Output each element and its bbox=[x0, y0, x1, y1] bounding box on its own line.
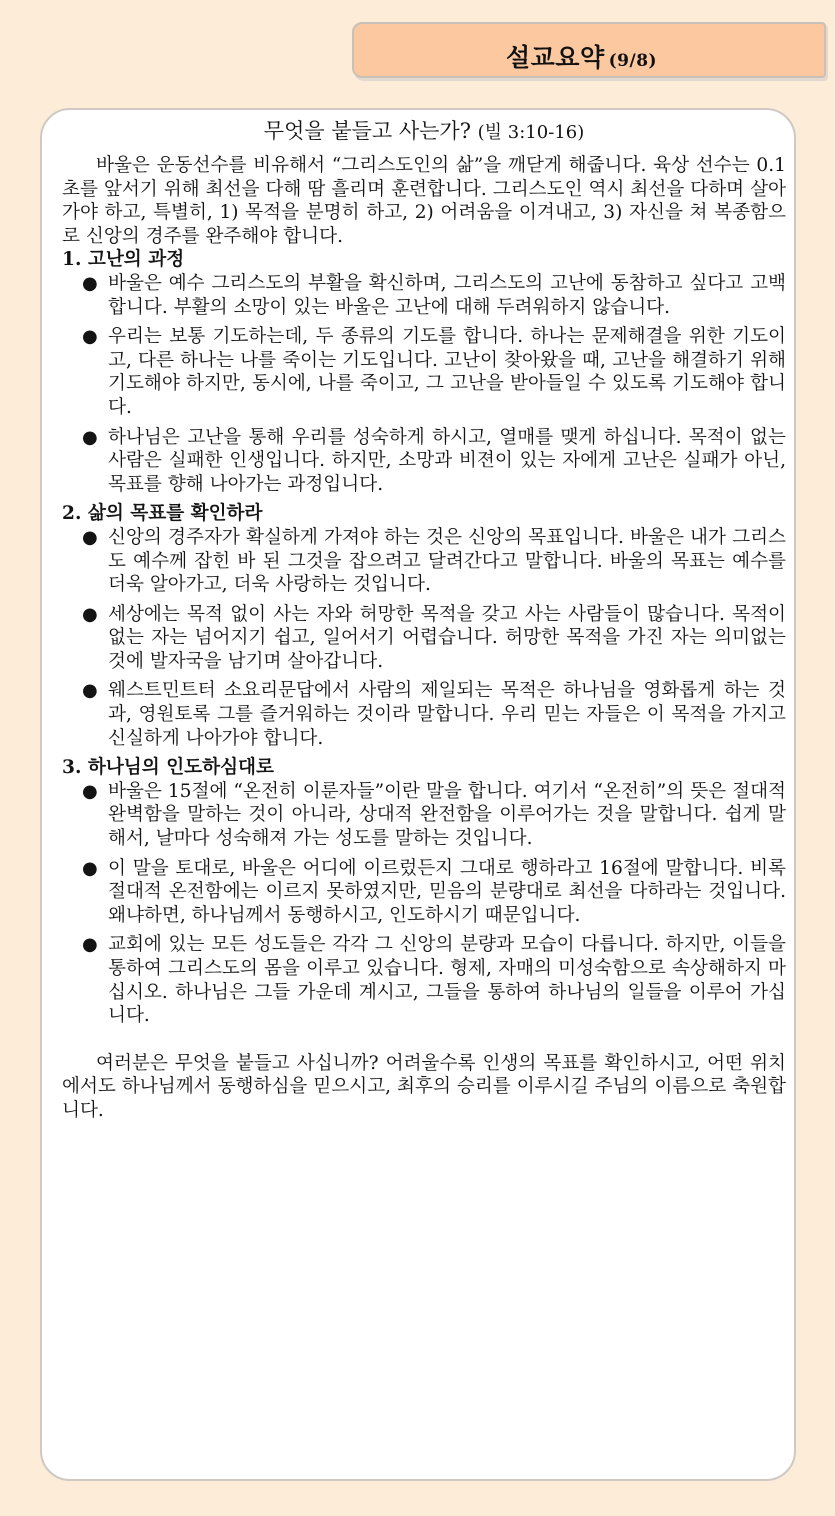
bullet-icon: ● bbox=[82, 857, 98, 879]
bullet-icon: ● bbox=[82, 603, 98, 625]
closing-paragraph: 여러분은 무엇을 붙들고 사십니까? 어려울수록 인생의 목표를 확인하시고, 어떤 위치에서도 하나님께서 동행하심을 믿으시고, 최후의 승리를 이루시길 주님의 이름으로 축원합니다. bbox=[62, 1052, 786, 1121]
bullet-list bbox=[62, 272, 786, 496]
list-item bbox=[62, 272, 786, 319]
list-item-text: 우리는 보통 기도하는데, 두 종류의 기도를 합니다. 하나는 문제해결을 위한 기도이고, 다른 하나는 나를 죽이는 기도입니다. 고난이 찾아왔을 때, 고난을 해결하기 위해 기도해야 하지만, 동시에, 나를 죽이고, 그 고난을 받아들일 수 있도록 기도해야 합니다. bbox=[108, 326, 786, 418]
list-item bbox=[62, 526, 786, 597]
list-item bbox=[62, 780, 786, 851]
bullet-icon: ● bbox=[82, 780, 98, 802]
list-item-text: 세상에는 목적 없이 사는 자와 허망한 목적을 갖고 사는 사람들이 많습니다. 목적이 없는 자는 넘어지기 쉽고, 일어서기 어렵습니다. 허망한 목적을 가진 자는 의미없는 것에 발자국을 남기며 살아갑니다. bbox=[108, 603, 786, 672]
bullet-icon: ● bbox=[82, 526, 98, 548]
list-item-text: 교회에 있는 모든 성도들은 각각 그 신앙의 분량과 모습이 다릅니다. 하지만, 이들을 통하여 그리스도의 몸을 이루고 있습니다. 형제, 자매의 미성숙함으로 속상해하지 마십시오. 하나님은 그들 가운데 계시고, 그들을 통하여 하나님의 일들을 이루어 가십니다. bbox=[108, 934, 786, 1027]
list-item-text: 바울은 15절에 “온전히 이룬자들”이란 말을 합니다. 여기서 “온전히”의 뜻은 절대적 완벽함을 말하는 것이 아니라, 상대적 완전함을 이루어가는 것을 말합니다. 쉽게 말해서, 날마다 성숙해져 가는 성도를 말하는 것입니다. bbox=[108, 780, 786, 850]
list-item-text: 바울은 예수 그리스도의 부활을 확신하며, 그리스도의 고난에 동참하고 싶다고 고백합니다. 부활의 소망이 있는 바울은 고난에 대해 두려워하지 않습니다. bbox=[108, 272, 786, 318]
title-date: (9/8) bbox=[608, 51, 658, 71]
intro-paragraph: 바울은 운동선수를 비유해서 “그리스도인의 삶”을 깨닫게 해줍니다. 육상 선수는 0.1초를 앞서기 위해 최선을 다해 땀 흘리며 훈련합니다. 그리스도인 역시 최선을 다하며 살아가야 하고, 특별히, 1) 목적을 분명히 하고, 2) 어려움을 이겨내고, 3) 자신을 쳐 복종함으로 신앙의 경주를 완주해야 합니다. bbox=[62, 155, 786, 247]
sermon-summary bbox=[62, 116, 786, 1123]
list-item-text: 신앙의 경주자가 확실하게 가져야 하는 것은 신앙의 목표입니다. 바울은 내가 그리스도 예수께 잡힌 바 된 그것을 잡으려고 달려간다고 말합니다. 바울의 목표는 예수를 더욱 알아가고, 더욱 사랑하는 것입니다. bbox=[108, 526, 786, 596]
section-title: 3. 하나님의 인도하심대로 bbox=[62, 757, 274, 779]
bullet-icon: ● bbox=[82, 272, 98, 294]
bullet-icon: ● bbox=[82, 426, 98, 448]
title-text: 설교요약 bbox=[506, 43, 605, 72]
list-item-text: 하나님은 고난을 통해 우리를 성숙하게 하시고, 열매를 맺게 하십니다. 목적이 없는 사람은 실패한 인생입니다. 하지만, 소망과 비젼이 있는 자에게 고난은 실패가 아닌, 목표를 향해 나아가는 과정입니다. bbox=[108, 426, 786, 495]
bullet-icon: ● bbox=[82, 326, 98, 348]
bullet-icon: ● bbox=[82, 680, 98, 702]
list-item bbox=[62, 603, 786, 674]
list-item bbox=[62, 933, 786, 1027]
bullet-list bbox=[62, 526, 786, 750]
page-title bbox=[506, 38, 657, 74]
list-item bbox=[62, 325, 786, 419]
section-title: 1. 고난의 과정 bbox=[62, 249, 185, 271]
list-item bbox=[62, 426, 786, 497]
list-item bbox=[62, 857, 786, 928]
scripture-reference: (빌 3:10-16) bbox=[477, 122, 585, 143]
list-item-text: 이 말을 토대로, 바울은 어디에 이르렀든지 그대로 행하라고 16절에 말합니다. 비록 절대적 온전함에는 이르지 못하였지만, 믿음의 분량대로 최선을 다하라는 것입니다. 왜냐하면, 하나님께서 동행하시고, 인도하시기 때문입니다. bbox=[108, 857, 786, 926]
sermon-title: 무엇을 붙들고 사는가? bbox=[263, 119, 471, 143]
list-item-text: 웨스트민트터 소요리문답에서 사람의 제일되는 목적은 하나님을 영화롭게 하는 것과, 영원토록 그를 즐거워하는 것이라 말합니다. 우리 믿는 자들은 이 목적을 가지고 신실하게 나아가야 합니다. bbox=[108, 680, 786, 749]
list-item bbox=[62, 679, 786, 750]
sermon-heading bbox=[62, 116, 786, 148]
bullet-icon: ● bbox=[82, 934, 98, 956]
section-title: 2. 삶의 목표를 확인하라 bbox=[62, 503, 263, 525]
bullet-list bbox=[62, 780, 786, 1028]
